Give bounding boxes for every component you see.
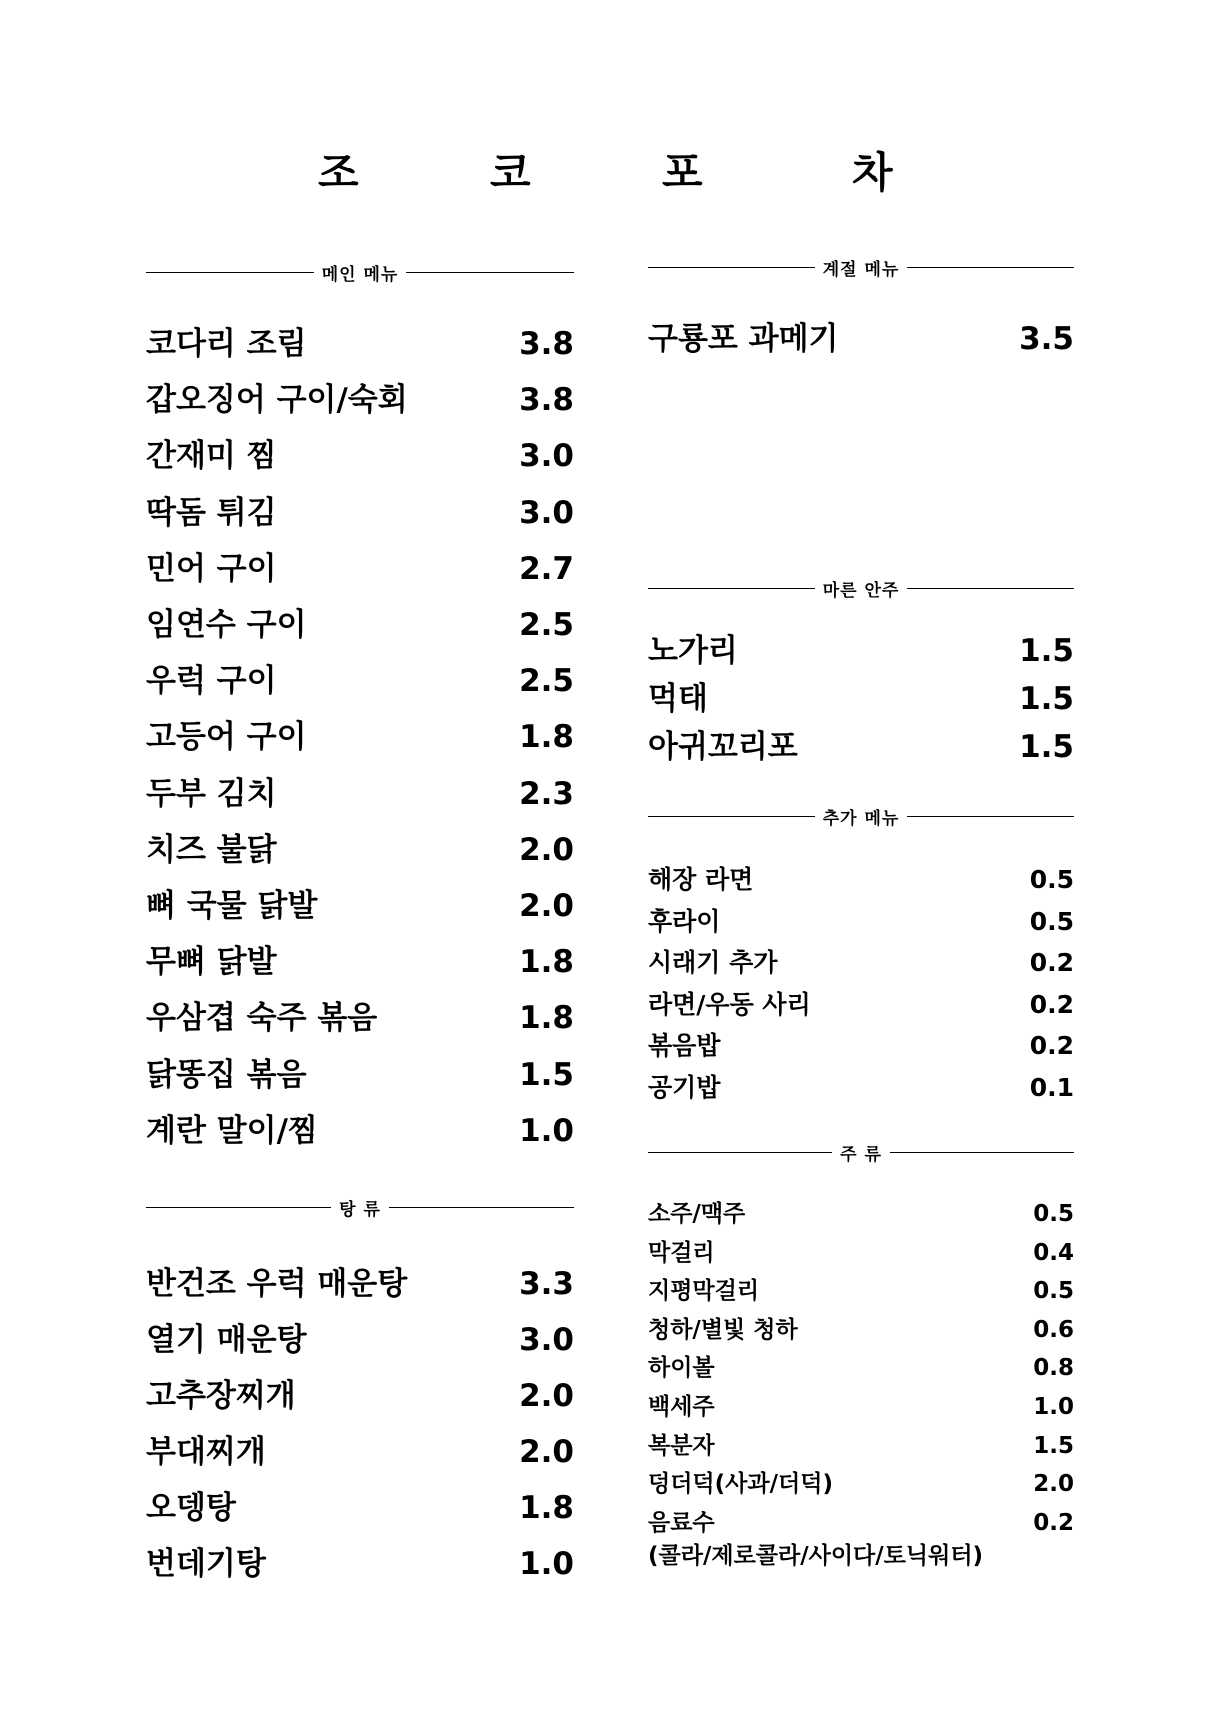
menu-item-price: 1.0 [519, 1546, 574, 1582]
menu-item-name: 노가리 [648, 633, 738, 669]
menu-item [648, 1234, 1074, 1267]
menu-item-name: 막걸리 [648, 1239, 715, 1266]
menu-item-name: 뼈 국물 닭발 [146, 888, 318, 924]
menu-item-name: 청하/별빛 청하 [648, 1316, 798, 1343]
menu-item [648, 1068, 1074, 1104]
menu-item-price: 3.3 [519, 1266, 574, 1302]
menu-item [146, 880, 574, 925]
menu-item-name: 고등어 구이 [146, 719, 307, 756]
menu-item [146, 1314, 574, 1359]
section-divider-extra [648, 806, 1074, 829]
menu-item-price: 1.5 [1033, 1432, 1074, 1459]
menu-item-price: 1.5 [519, 1056, 574, 1093]
menu-item-price: 0.2 [1029, 1031, 1074, 1060]
menu-item-price: 2.7 [519, 550, 574, 587]
menu-item-name: 열기 매운탕 [146, 1322, 307, 1358]
menu-item [648, 860, 1074, 896]
menu-item-price: 0.8 [1033, 1355, 1074, 1382]
menu-item-name: 소주/맥주 [648, 1201, 746, 1227]
menu-item [648, 1272, 1074, 1305]
menu-item-price: 3.0 [519, 494, 574, 531]
menu-item [648, 1349, 1074, 1382]
menu-item-price: 0.2 [1033, 1509, 1074, 1536]
menu-item [648, 1427, 1074, 1460]
menu-item [146, 374, 574, 419]
menu-item-name: 구룡포 과메기 [648, 321, 839, 357]
menu-item [648, 985, 1074, 1021]
menu-item [146, 992, 574, 1037]
menu-item-name: 반건조 우럭 매운탕 [146, 1266, 408, 1302]
menu-item [648, 625, 1074, 670]
section-label-extra: 추가 메뉴 [822, 808, 900, 829]
menu-item [648, 721, 1074, 766]
menu-item [146, 599, 574, 644]
menu-item-name: 무뼈 닭발 [146, 944, 277, 981]
section-divider-seasonal [648, 257, 1074, 280]
section-divider-soup [146, 1197, 574, 1220]
menu-item [146, 318, 574, 363]
menu-item [146, 1426, 574, 1471]
menu-item [146, 1482, 574, 1527]
menu-item-price: 2.0 [519, 831, 574, 868]
menu-item-price: 1.8 [519, 719, 574, 756]
menu-item-name: 지평막걸리 [648, 1278, 760, 1305]
menu-item-name: 오뎅탕 [146, 1490, 236, 1526]
menu-item-price: 3.0 [519, 1322, 574, 1358]
menu-item [648, 1195, 1074, 1228]
menu-item-price: 2.5 [519, 607, 574, 643]
menu-item [146, 1105, 574, 1150]
menu-item [146, 543, 574, 588]
menu-item [146, 824, 574, 869]
menu-item [648, 313, 1074, 358]
menu-item-price: 2.0 [519, 888, 574, 924]
menu-item-price: 3.8 [519, 326, 574, 362]
menu-item [648, 1026, 1074, 1062]
menu-item [146, 1538, 574, 1583]
menu-item-name: 갑오징어 구이/숙회 [146, 382, 408, 419]
menu-item-price: 0.6 [1033, 1316, 1074, 1343]
menu-item-price: 3.8 [519, 382, 574, 419]
menu-item-name: 복분자 [648, 1432, 715, 1459]
menu-item-price: 1.8 [519, 1490, 574, 1526]
menu-item-name: 코다리 조림 [146, 326, 307, 362]
section-label-seasonal: 계절 메뉴 [822, 259, 900, 280]
menu-item [648, 1465, 1074, 1498]
section-divider-dry [648, 578, 1074, 601]
menu-item [146, 487, 574, 532]
menu-item-name: 백세주 [648, 1394, 715, 1420]
menu-item-price: 1.0 [1033, 1394, 1074, 1420]
menu-item-name: 계란 말이/찜 [146, 1112, 318, 1149]
section-label-dry: 마른 안주 [822, 580, 900, 601]
title-char-1: 조 [318, 148, 359, 197]
menu-item-price: 0.5 [1033, 1201, 1074, 1227]
section-label-main: 메인 메뉴 [321, 264, 399, 285]
menu-item-price: 2.0 [519, 1434, 574, 1470]
section-label-soup: 탕 류 [339, 1199, 381, 1220]
menu-item [146, 711, 574, 756]
menu-item-price: 1.5 [1019, 681, 1074, 717]
menu-item-name: 닭똥집 볶음 [146, 1056, 307, 1093]
menu-item [146, 936, 574, 981]
menu-item-name: 임연수 구이 [146, 607, 307, 643]
menu-item-price: 1.5 [1019, 729, 1074, 765]
menu-item-name: 번데기탕 [146, 1546, 266, 1582]
menu-item-name: 우럭 구이 [146, 663, 277, 700]
menu-item-name: 해장 라면 [648, 865, 754, 894]
menu-item [146, 430, 574, 475]
menu-item-price: 0.1 [1029, 1072, 1074, 1102]
menu-item-name: 딱돔 튀김 [146, 494, 277, 531]
menu-item [648, 902, 1074, 938]
menu-item [146, 1258, 574, 1303]
menu-item-name: 먹태 [648, 681, 708, 717]
menu-item [648, 673, 1074, 718]
section-divider-drinks [648, 1142, 1074, 1165]
menu-item [146, 768, 574, 813]
menu-item-name: 음료수 [648, 1509, 715, 1536]
title-char-2: 코 [490, 148, 531, 197]
menu-item [146, 1370, 574, 1415]
menu-item-price: 0.5 [1033, 1278, 1074, 1305]
menu-item-price: 0.4 [1033, 1239, 1074, 1266]
menu-item [648, 1504, 1074, 1537]
menu-item-name: 라면/우동 사리 [648, 989, 811, 1019]
menu-item [146, 655, 574, 700]
menu-item [648, 943, 1074, 979]
menu-item-price: 2.0 [1033, 1471, 1074, 1498]
menu-item-name: 공기밥 [648, 1072, 721, 1102]
menu-item-price: 3.5 [1019, 321, 1074, 357]
menu-item-price: 1.8 [519, 944, 574, 981]
menu-item [648, 1311, 1074, 1344]
menu-item-name: 간재미 찜 [146, 438, 277, 475]
section-divider-main [146, 262, 574, 285]
menu-item-price: 2.5 [519, 663, 574, 700]
drinks-note: (콜라/제로콜라/사이다/토닉워터) [648, 1543, 984, 1569]
menu-item-price: 1.5 [1019, 633, 1074, 669]
title-char-4: 차 [852, 148, 893, 197]
menu-item-price: 2.0 [519, 1378, 574, 1414]
menu-item-price: 0.2 [1029, 948, 1074, 977]
menu-item-name: 부대찌개 [146, 1434, 266, 1470]
section-label-drinks: 주 류 [840, 1144, 882, 1165]
menu-item-name: 시래기 추가 [648, 948, 778, 977]
menu-item-name: 두부 김치 [146, 775, 277, 812]
menu-item-name: 우삼겹 숙주 볶음 [146, 1000, 378, 1037]
title-char-3: 포 [662, 148, 703, 197]
menu-item-name: 볶음밥 [648, 1031, 721, 1060]
menu-item-name: 후라이 [648, 906, 721, 936]
menu-item-price: 1.8 [519, 1000, 574, 1037]
menu-item-name: 민어 구이 [146, 550, 277, 587]
menu-item-name: 고추장찌개 [146, 1378, 296, 1414]
menu-item-price: 1.0 [519, 1112, 574, 1149]
menu-item-price: 0.5 [1029, 865, 1074, 894]
menu-item-name: 하이볼 [648, 1355, 715, 1382]
menu-item-price: 0.5 [1029, 906, 1074, 936]
menu-item-name: 덩더덕(사과/더덕) [648, 1471, 833, 1498]
menu-item-price: 3.0 [519, 438, 574, 475]
menu-item-price: 2.3 [519, 775, 574, 812]
menu-item [146, 1049, 574, 1094]
menu-item [648, 1388, 1074, 1421]
left-column [146, 0, 574, 1720]
menu-item-name: 아귀꼬리포 [648, 729, 798, 765]
right-column [648, 0, 1074, 1720]
menu-item-price: 0.2 [1029, 989, 1074, 1019]
menu-item-name: 치즈 불닭 [146, 831, 277, 868]
